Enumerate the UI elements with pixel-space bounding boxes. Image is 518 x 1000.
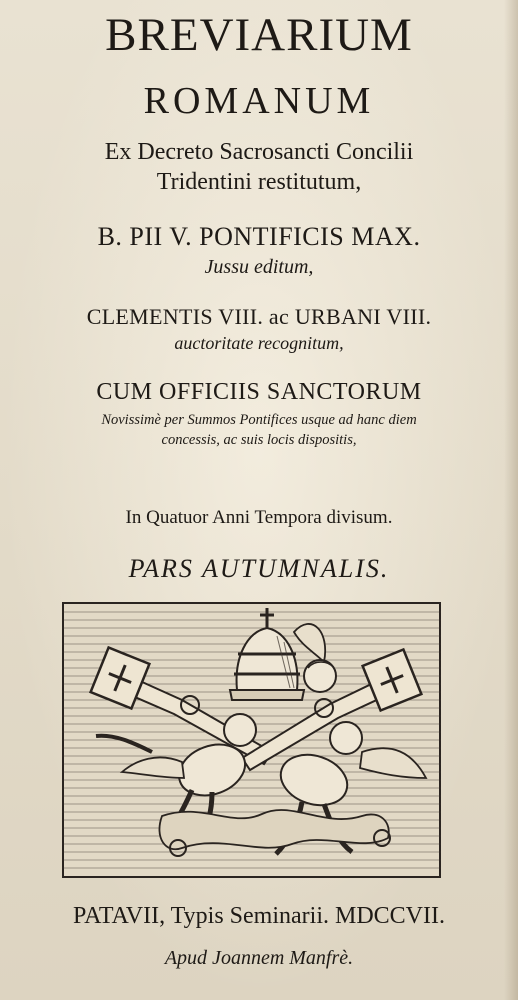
papal-arms-engraving (62, 602, 441, 878)
novissime-line2: concessis, ac suis locis dispositis, (161, 432, 357, 448)
pars-autumnalis-line: PARS AUTUMNALIS. (128, 554, 390, 583)
imprint-apud-line: Apud Joannem Manfrè. (164, 947, 354, 969)
clement-urban-line: CLEMENTIS VIII. ac URBANI VIII. (86, 304, 432, 329)
page-edge-shadow (504, 0, 518, 1000)
book-title-line2: ROMANUM (143, 80, 375, 122)
iussu-line: Jussu editum, (204, 256, 314, 278)
pius-line: B. PII V. PONTIFICIS MAX. (97, 222, 421, 251)
officiis-line: CUM OFFICIIS SANCTORUM (96, 379, 422, 405)
auctoritate-line: auctoritate recognitum, (174, 333, 344, 353)
quatuor-tempora-line: In Quatuor Anni Tempora divisum. (125, 507, 393, 528)
imprint-place-line: PATAVII, Typis Seminarii. MDCCVII. (73, 903, 445, 929)
decree-line1: Ex Decreto Sacrosancti Concilii (104, 139, 414, 165)
decree-line2: Tridentini restitutum, (156, 169, 362, 195)
book-title-line1: BREVIARIUM (105, 9, 413, 61)
novissime-line1: Novissimè per Summos Pontifices usque ad hanc diem (101, 412, 417, 428)
